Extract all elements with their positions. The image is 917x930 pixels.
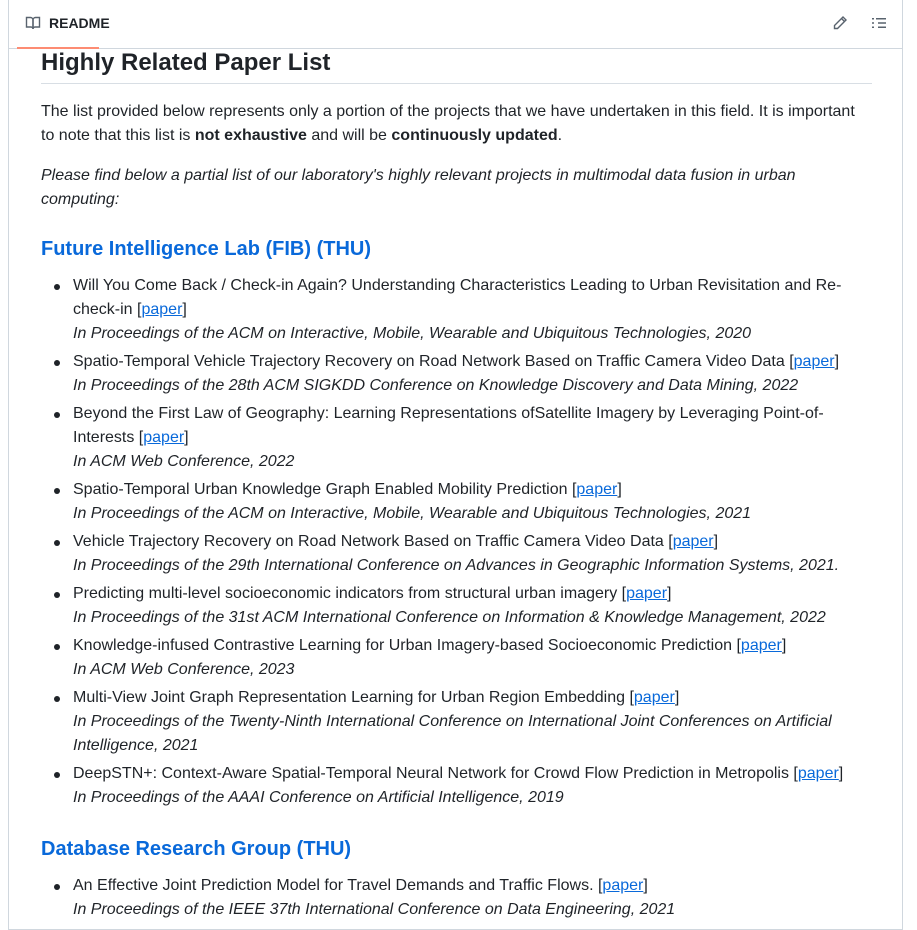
paper-venue: In Proceedings of the 31st ACM International Conference on Information & Knowledge Management, 2022 [73, 609, 826, 626]
list-item: Vehicle Trajectory Recovery on Road Network Based on Traffic Camera Video Data [paper] In Proceedings of the 29th International Conference on Advances in Geographic Information Systems, 2021. [73, 530, 872, 578]
readme-content [41, 48, 872, 926]
paper-venue: In Proceedings of the IEEE 37th International Conference on Data Engineering, 2021 [73, 901, 676, 918]
paper-list-fib [41, 274, 872, 810]
lead-paragraph: Please find below a partial list of our laboratory's highly relevant projects in multimodal data fusion in urban computing: [41, 167, 796, 208]
paper-link[interactable]: paper [740, 637, 782, 654]
list-item: Knowledge-infused Contrastive Learning for Urban Imagery-based Socioeconomic Prediction [paper] In ACM Web Conference, 2023 [73, 634, 872, 682]
paper-link[interactable]: paper [633, 689, 675, 706]
intro-text: . [557, 127, 563, 144]
paper-title: Knowledge-infused Contrastive Learning for Urban Imagery-based Socioeconomic Prediction [73, 637, 733, 654]
paper-link[interactable]: paper [576, 481, 618, 498]
intro-text: The list provided below represents only a portion of the projects that we have undertaken in this field. It is important to note that this list is [41, 103, 855, 144]
intro-text: and will be [306, 127, 392, 144]
intro-bold-not-exhaustive: not exhaustive [194, 127, 307, 144]
intro-bold-updated: continuously updated [391, 127, 558, 144]
list-item: An Effective Joint Prediction Model for Travel Demands and Traffic Flows. [paper] In Proceedings of the IEEE 37th International Conference on Data Engineering, 2021 [73, 874, 872, 922]
paper-title: DeepSTN+: Context-Aware Spatial-Temporal Neural Network for Crowd Flow Prediction in Metropolis [73, 765, 789, 782]
list-icon[interactable] [871, 15, 887, 31]
paper-title: Spatio-Temporal Urban Knowledge Graph Enabled Mobility Prediction [73, 481, 568, 498]
paper-venue: In Proceedings of the ACM on Interactive, Mobile, Wearable and Ubiquitous Technologies, 2021 [73, 505, 752, 522]
paper-title: Multi-View Joint Graph Representation Learning for Urban Region Embedding [73, 689, 626, 706]
paper-title: Will You Come Back / Check-in Again? Understanding Characteristics Leading to Urban Revisitation and Re-check-in [73, 277, 842, 318]
paper-link[interactable]: paper [793, 353, 835, 370]
readme-tab-label: README [49, 15, 110, 31]
paper-link[interactable]: paper [797, 765, 839, 782]
list-item: Multi-View Joint Graph Representation Learning for Urban Region Embedding [paper] In Proceedings of the Twenty-Ninth International Conference on International Joint Conferences on Artificial Intelligence, 2021 [73, 686, 872, 758]
section-title: Highly Related Paper List [41, 48, 872, 84]
readme-header [9, 0, 902, 49]
list-item: Will You Come Back / Check-in Again? Understanding Characteristics Leading to Urban Revisitation and Re-check-in [paper] In Proceedings of the ACM on Interactive, Mobile, Wearable and Ubiquitous Technologies, 2020 [73, 274, 872, 346]
paper-venue: In ACM Web Conference, 2023 [73, 661, 295, 678]
paper-list-database [41, 874, 872, 922]
paper-venue: In Proceedings of the 28th ACM SIGKDD Conference on Knowledge Discovery and Data Mining, 2022 [73, 377, 799, 394]
paper-venue: In Proceedings of the ACM on Interactive, Mobile, Wearable and Ubiquitous Technologies, 2020 [73, 325, 752, 342]
group-heading-database[interactable]: Database Research Group (THU) [41, 838, 352, 860]
paper-title: An Effective Joint Prediction Model for Travel Demands and Traffic Flows. [73, 877, 594, 894]
paper-link[interactable]: paper [141, 301, 183, 318]
pencil-icon[interactable] [832, 15, 848, 31]
list-item: DeepSTN+: Context-Aware Spatial-Temporal Neural Network for Crowd Flow Prediction in Metropolis [paper] In Proceedings of the AAAI Conference on Artificial Intelligence, 2019 [73, 762, 872, 810]
group-heading-fib[interactable]: Future Intelligence Lab (FIB) (THU) [41, 238, 371, 260]
list-item: Spatio-Temporal Vehicle Trajectory Recovery on Road Network Based on Traffic Camera Video Data [paper] In Proceedings of the 28th ACM SIGKDD Conference on Knowledge Discovery and Data Mining, 2022 [73, 350, 872, 398]
paper-link[interactable]: paper [626, 585, 668, 602]
paper-title: Spatio-Temporal Vehicle Trajectory Recovery on Road Network Based on Traffic Camera Video Data [73, 353, 785, 370]
paper-title: Beyond the First Law of Geography: Learning Representations ofSatellite Imagery by Leveraging Point-of-Interests [73, 405, 824, 446]
list-item: Predicting multi-level socioeconomic indicators from structural urban imagery [paper] In Proceedings of the 31st ACM International Conference on Information & Knowledge Management, 2022 [73, 582, 872, 630]
paper-title: Predicting multi-level socioeconomic indicators from structural urban imagery [73, 585, 618, 602]
paper-link[interactable]: paper [672, 533, 714, 550]
book-icon [25, 15, 41, 31]
list-item: Beyond the First Law of Geography: Learning Representations ofSatellite Imagery by Leveraging Point-of-Interests [paper] In ACM Web Conference, 2022 [73, 402, 872, 474]
readme-tab[interactable] [25, 15, 110, 31]
paper-venue: In Proceedings of the 29th International Conference on Advances in Geographic Information Systems, 2021. [73, 557, 840, 574]
paper-title: Vehicle Trajectory Recovery on Road Network Based on Traffic Camera Video Data [73, 533, 664, 550]
intro-paragraph [41, 100, 872, 148]
paper-venue: In Proceedings of the AAAI Conference on Artificial Intelligence, 2019 [73, 789, 564, 806]
paper-link[interactable]: paper [602, 877, 644, 894]
readme-panel [8, 0, 903, 930]
paper-venue: In ACM Web Conference, 2022 [73, 453, 295, 470]
paper-link[interactable]: paper [143, 429, 185, 446]
paper-venue: In Proceedings of the Twenty-Ninth International Conference on International Joint Conferences on Artificial Intelligence, 2021 [73, 713, 832, 754]
list-item: Spatio-Temporal Urban Knowledge Graph Enabled Mobility Prediction [paper] In Proceedings of the ACM on Interactive, Mobile, Wearable and Ubiquitous Technologies, 2021 [73, 478, 872, 526]
